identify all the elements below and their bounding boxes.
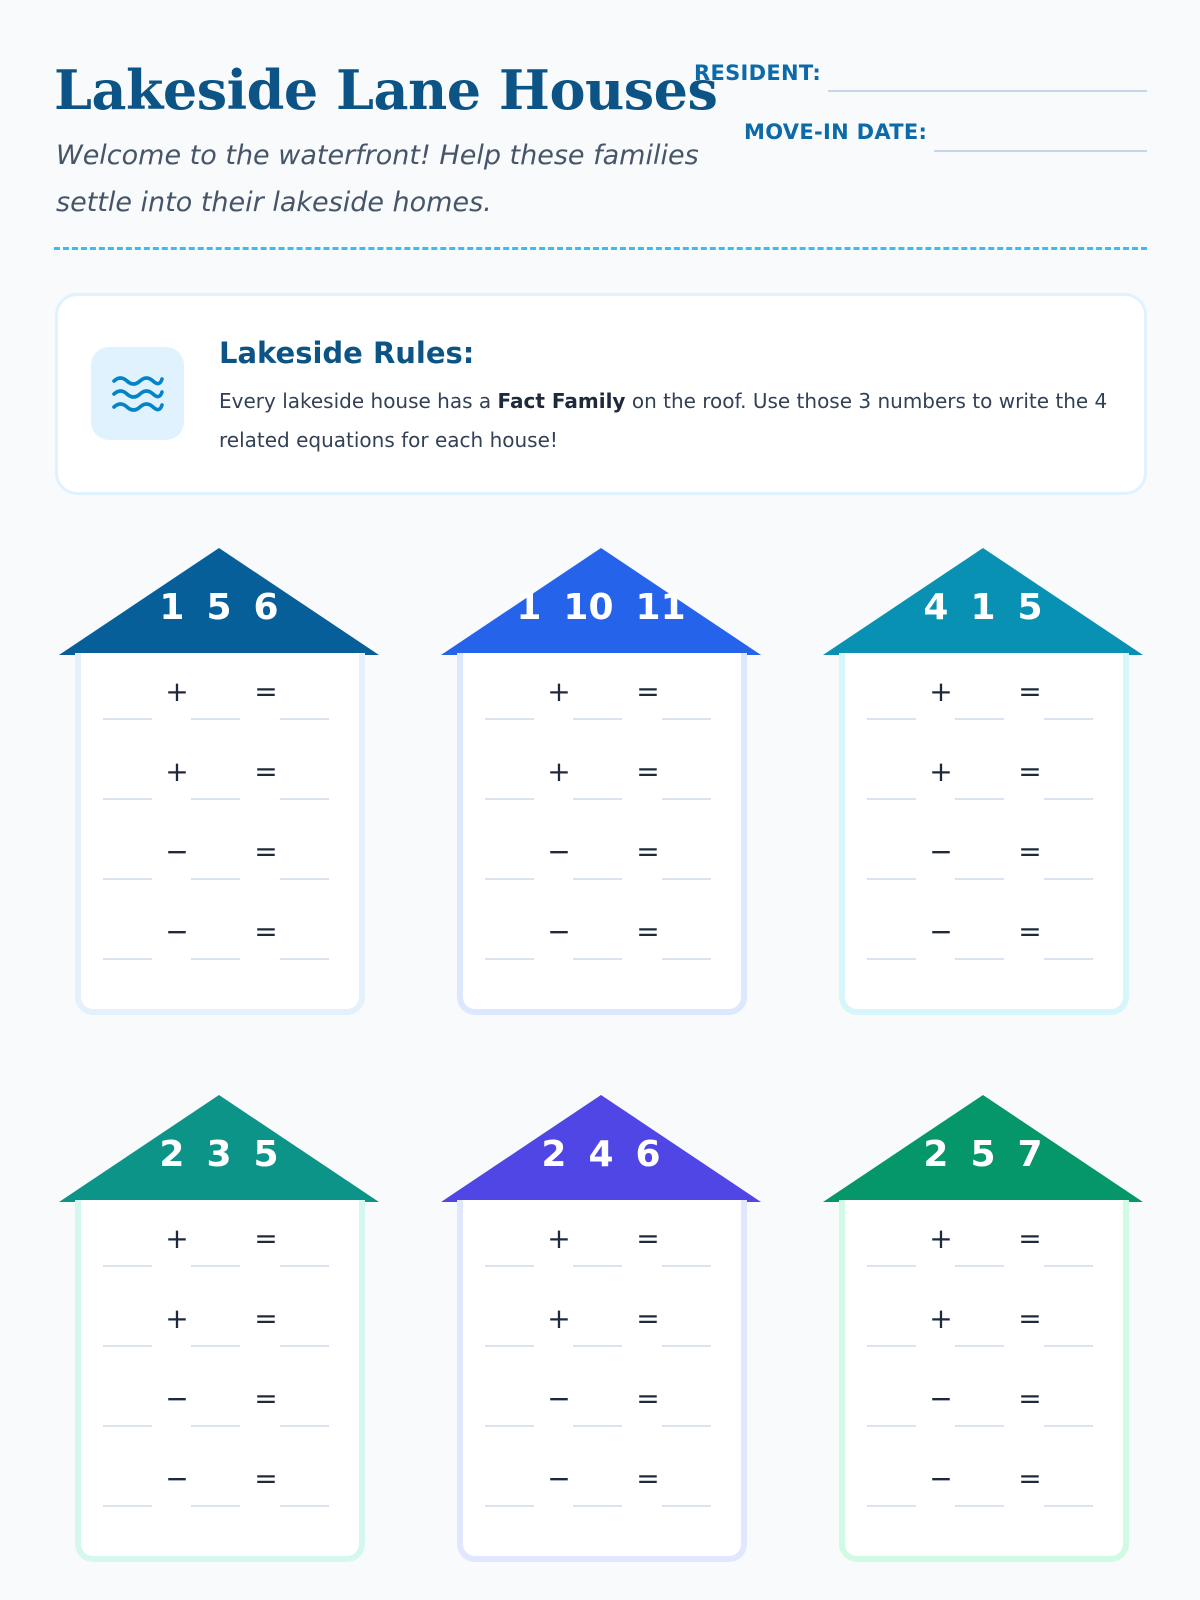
answer-blank[interactable]: [662, 1265, 711, 1267]
answer-blank[interactable]: [191, 958, 240, 960]
equation-row: [463, 905, 741, 985]
answer-blank[interactable]: [662, 878, 711, 880]
answer-blank[interactable]: [662, 798, 711, 800]
plus-sign: +: [547, 675, 571, 708]
minus-sign: −: [165, 915, 189, 948]
roof-number: 7: [1017, 1134, 1043, 1175]
equation-row: [81, 825, 359, 905]
answer-blank[interactable]: [867, 718, 916, 720]
equals-sign: =: [254, 1462, 278, 1495]
answer-blank[interactable]: [867, 958, 916, 960]
equation-row: [463, 1452, 741, 1532]
answer-blank[interactable]: [485, 958, 534, 960]
plus-sign: +: [547, 755, 571, 788]
equals-sign: =: [254, 755, 278, 788]
answer-blank[interactable]: [573, 798, 622, 800]
answer-blank[interactable]: [573, 1425, 622, 1427]
plus-sign: +: [165, 1222, 189, 1255]
answer-blank[interactable]: [955, 1265, 1004, 1267]
fact-family-term: Fact Family: [497, 389, 626, 413]
roof-number: 1: [516, 587, 542, 628]
minus-sign: −: [547, 915, 571, 948]
equation-row: [845, 1372, 1123, 1452]
answer-blank[interactable]: [280, 1425, 329, 1427]
roof-number: 5: [970, 1134, 996, 1175]
roof-number: 2: [541, 1134, 567, 1175]
answer-blank[interactable]: [191, 1505, 240, 1507]
roof-number: 10: [563, 587, 614, 628]
roof-number: 5: [1017, 587, 1043, 628]
answer-blank[interactable]: [955, 718, 1004, 720]
plus-sign: +: [165, 755, 189, 788]
answer-blank[interactable]: [955, 1345, 1004, 1347]
plus-sign: +: [929, 1222, 953, 1255]
fact-family-house: [59, 1095, 379, 1575]
equation-row: [81, 1372, 359, 1452]
page-subtitle: Welcome to the waterfront! Help these families settle into their lakeside homes.: [56, 140, 699, 218]
answer-blank[interactable]: [867, 1265, 916, 1267]
answer-blank[interactable]: [573, 1345, 622, 1347]
minus-sign: −: [165, 1382, 189, 1415]
answer-blank[interactable]: [1044, 718, 1093, 720]
answer-blank[interactable]: [103, 718, 152, 720]
answer-blank[interactable]: [103, 1425, 152, 1427]
rules-heading: Lakeside Rules:: [219, 336, 475, 370]
rules-text: Every lakeside house has a Fact Family on the roof. Use those 3 numbers to write the 4 related equations for each house!: [219, 389, 1108, 452]
house-body: [457, 653, 747, 1015]
fact-family-house: [823, 548, 1143, 1028]
answer-blank[interactable]: [280, 958, 329, 960]
equation-row: [845, 665, 1123, 745]
answer-blank[interactable]: [573, 878, 622, 880]
move-in-date-label: MOVE-IN DATE:: [744, 120, 928, 144]
answer-blank[interactable]: [573, 958, 622, 960]
house-body: [75, 653, 365, 1015]
answer-blank[interactable]: [573, 1505, 622, 1507]
plus-sign: +: [165, 675, 189, 708]
equation-row: [463, 1292, 741, 1372]
equals-sign: =: [254, 1302, 278, 1335]
answer-blank[interactable]: [191, 1425, 240, 1427]
answer-blank[interactable]: [280, 1505, 329, 1507]
answer-blank[interactable]: [867, 1505, 916, 1507]
answer-blank[interactable]: [662, 958, 711, 960]
answer-blank[interactable]: [280, 798, 329, 800]
answer-blank[interactable]: [485, 878, 534, 880]
equation-row: [81, 1212, 359, 1292]
answer-blank[interactable]: [1044, 798, 1093, 800]
answer-blank[interactable]: [1044, 1265, 1093, 1267]
equation-row: [463, 745, 741, 825]
roof-number: 3: [206, 1134, 232, 1175]
equation-row: [81, 665, 359, 745]
equation-row: [845, 1452, 1123, 1532]
equals-sign: =: [1018, 755, 1042, 788]
roof-number: 2: [159, 1134, 185, 1175]
equals-sign: =: [254, 915, 278, 948]
equals-sign: =: [636, 915, 660, 948]
house-body: [75, 1200, 365, 1562]
roof-numbers: [823, 587, 1143, 628]
answer-blank[interactable]: [191, 878, 240, 880]
answer-blank[interactable]: [1044, 1345, 1093, 1347]
equation-row: [845, 1292, 1123, 1372]
equals-sign: =: [1018, 835, 1042, 868]
equals-sign: =: [636, 1302, 660, 1335]
plus-sign: +: [547, 1302, 571, 1335]
minus-sign: −: [929, 835, 953, 868]
roof-number: 4: [923, 587, 949, 628]
answer-blank[interactable]: [662, 718, 711, 720]
answer-blank[interactable]: [1044, 958, 1093, 960]
answer-blank[interactable]: [955, 958, 1004, 960]
answer-blank[interactable]: [485, 1265, 534, 1267]
answer-blank[interactable]: [280, 1345, 329, 1347]
minus-sign: −: [547, 835, 571, 868]
roof-numbers: [441, 1134, 761, 1175]
answer-blank[interactable]: [573, 1265, 622, 1267]
fact-family-house: [59, 548, 379, 1028]
equation-row: [845, 1212, 1123, 1292]
answer-blank[interactable]: [955, 1505, 1004, 1507]
minus-sign: −: [165, 1462, 189, 1495]
answer-blank[interactable]: [662, 1505, 711, 1507]
equals-sign: =: [636, 1382, 660, 1415]
equation-row: [463, 665, 741, 745]
equals-sign: =: [254, 1222, 278, 1255]
minus-sign: −: [165, 835, 189, 868]
answer-blank[interactable]: [867, 1425, 916, 1427]
answer-blank[interactable]: [485, 1425, 534, 1427]
roof-numbers: [441, 587, 761, 628]
plus-sign: +: [547, 1222, 571, 1255]
roof-number: 11: [635, 587, 686, 628]
fact-family-house: [823, 1095, 1143, 1575]
minus-sign: −: [929, 1382, 953, 1415]
roof-number: 4: [588, 1134, 614, 1175]
equals-sign: =: [1018, 1462, 1042, 1495]
equals-sign: =: [636, 755, 660, 788]
answer-blank[interactable]: [191, 1265, 240, 1267]
equation-row: [81, 1452, 359, 1532]
answer-blank[interactable]: [662, 1425, 711, 1427]
plus-sign: +: [165, 1302, 189, 1335]
header-divider: [54, 247, 1147, 250]
answer-blank[interactable]: [191, 798, 240, 800]
resident-field[interactable]: [828, 90, 1147, 92]
roof-numbers: [59, 1134, 379, 1175]
roof-number: 1: [970, 587, 996, 628]
waves-icon: [91, 347, 184, 440]
roof-number: 6: [253, 587, 279, 628]
answer-blank[interactable]: [867, 798, 916, 800]
answer-blank[interactable]: [280, 878, 329, 880]
answer-blank[interactable]: [103, 878, 152, 880]
answer-blank[interactable]: [191, 718, 240, 720]
equals-sign: =: [636, 835, 660, 868]
answer-blank[interactable]: [1044, 878, 1093, 880]
equals-sign: =: [1018, 1302, 1042, 1335]
answer-blank[interactable]: [573, 718, 622, 720]
minus-sign: −: [547, 1382, 571, 1415]
roof-number: 5: [253, 1134, 279, 1175]
fact-family-house: [441, 548, 761, 1028]
equals-sign: =: [254, 675, 278, 708]
answer-blank[interactable]: [867, 1345, 916, 1347]
house-body: [839, 653, 1129, 1015]
equals-sign: =: [1018, 1222, 1042, 1255]
equation-row: [845, 905, 1123, 985]
roof-number: 2: [923, 1134, 949, 1175]
roof-numbers: [823, 1134, 1143, 1175]
equals-sign: =: [636, 675, 660, 708]
fact-family-house: [441, 1095, 761, 1575]
page-title: Lakeside Lane Houses: [54, 58, 718, 122]
equation-row: [845, 825, 1123, 905]
equals-sign: =: [1018, 675, 1042, 708]
answer-blank[interactable]: [103, 958, 152, 960]
rules-box: [55, 293, 1147, 495]
house-body: [839, 1200, 1129, 1562]
equals-sign: =: [1018, 915, 1042, 948]
roof-number: 6: [635, 1134, 661, 1175]
plus-sign: +: [929, 755, 953, 788]
answer-blank[interactable]: [662, 1345, 711, 1347]
equals-sign: =: [1018, 1382, 1042, 1415]
minus-sign: −: [929, 915, 953, 948]
answer-blank[interactable]: [955, 878, 1004, 880]
equation-row: [845, 745, 1123, 825]
plus-sign: +: [929, 1302, 953, 1335]
answer-blank[interactable]: [955, 798, 1004, 800]
answer-blank[interactable]: [485, 1345, 534, 1347]
answer-blank[interactable]: [867, 878, 916, 880]
move-in-date-field[interactable]: [934, 150, 1147, 152]
equals-sign: =: [254, 1382, 278, 1415]
answer-blank[interactable]: [103, 1345, 152, 1347]
roof-number: 1: [159, 587, 185, 628]
roof-numbers: [59, 587, 379, 628]
minus-sign: −: [929, 1462, 953, 1495]
answer-blank[interactable]: [485, 798, 534, 800]
equation-row: [463, 1372, 741, 1452]
equation-row: [81, 905, 359, 985]
answer-blank[interactable]: [485, 1505, 534, 1507]
answer-blank[interactable]: [280, 718, 329, 720]
answer-blank[interactable]: [191, 1345, 240, 1347]
equation-row: [463, 1212, 741, 1292]
equals-sign: =: [636, 1222, 660, 1255]
roof-number: 5: [206, 587, 232, 628]
resident-label: RESIDENT:: [694, 61, 822, 85]
equals-sign: =: [254, 835, 278, 868]
equals-sign: =: [636, 1462, 660, 1495]
equation-row: [81, 1292, 359, 1372]
answer-blank[interactable]: [1044, 1505, 1093, 1507]
plus-sign: +: [929, 675, 953, 708]
answer-blank[interactable]: [485, 718, 534, 720]
answer-blank[interactable]: [280, 1265, 329, 1267]
answer-blank[interactable]: [955, 1425, 1004, 1427]
answer-blank[interactable]: [103, 1505, 152, 1507]
answer-blank[interactable]: [103, 1265, 152, 1267]
minus-sign: −: [547, 1462, 571, 1495]
answer-blank[interactable]: [1044, 1425, 1093, 1427]
house-body: [457, 1200, 747, 1562]
equation-row: [81, 745, 359, 825]
equation-row: [463, 825, 741, 905]
answer-blank[interactable]: [103, 798, 152, 800]
